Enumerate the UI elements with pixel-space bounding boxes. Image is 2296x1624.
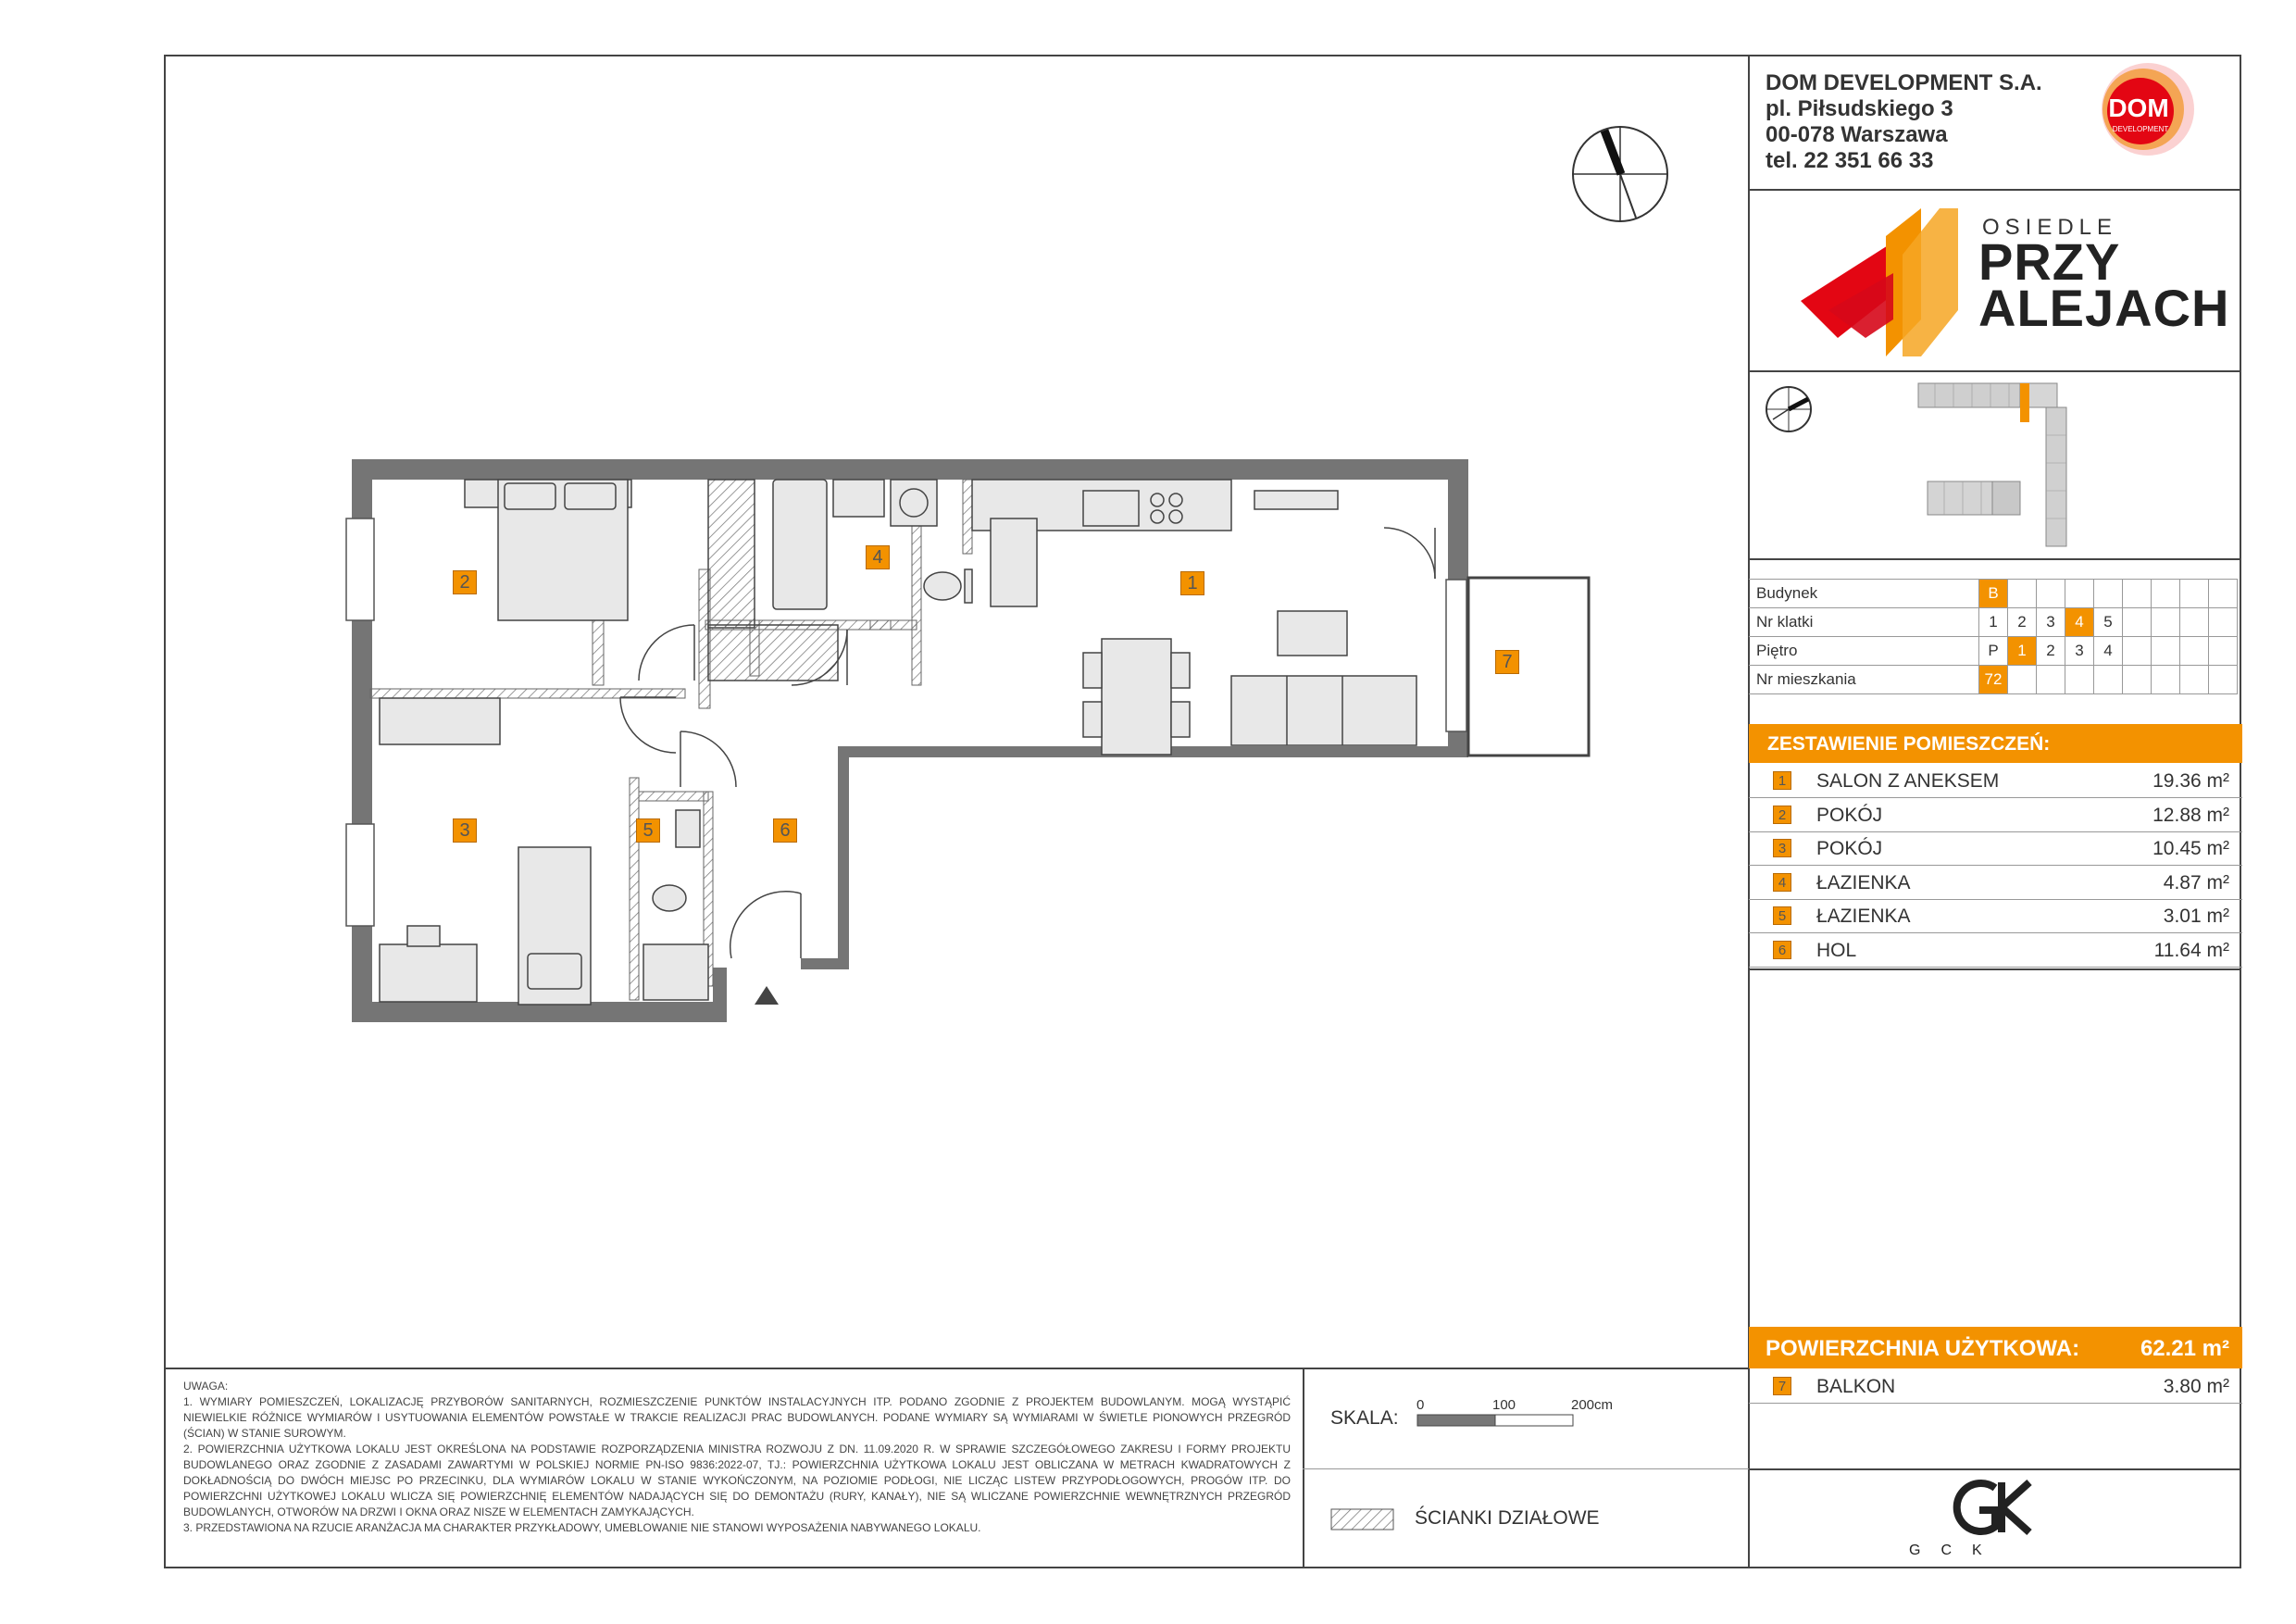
- info-cell: [2037, 666, 2065, 694]
- info-cell: [2180, 608, 2209, 637]
- dom-logo-text: DOM: [2108, 94, 2169, 122]
- info-cell: [2123, 608, 2152, 637]
- legend-label: ŚCIANKI DZIAŁOWE: [1415, 1507, 1600, 1529]
- notes: [183, 1379, 1291, 1536]
- total-area-bar: [1749, 1327, 2242, 1368]
- entrance-arrow-icon: [755, 986, 779, 1005]
- notes-item: 3. PRZEDSTAWIONA NA RZUCIE ARANŻACJA MA CHARAKTER PRZYKŁADOWY, UMEBLOWANIE NIE STANOWI WYPOSAŻENIA NABYWANEGO LOKALU.: [183, 1521, 981, 1534]
- company-divider: [1749, 189, 2241, 191]
- info-cell: [2065, 580, 2094, 608]
- info-cell: [2209, 580, 2238, 608]
- info-cell: 2: [2008, 608, 2037, 637]
- scale-tick-100: 100: [1492, 1397, 1516, 1413]
- info-cell: [2094, 666, 2123, 694]
- room-num: 3: [1773, 839, 1791, 857]
- apartment-info-table: [1749, 579, 2238, 694]
- info-cell: [2123, 580, 2152, 608]
- project-logo-line1: OSIEDLE: [1982, 215, 2118, 240]
- info-cell: [2008, 666, 2037, 694]
- rooms-bottom-divider: [1749, 968, 2241, 970]
- info-row-label: Nr mieszkania: [1749, 666, 1979, 694]
- info-cell: [2152, 608, 2180, 637]
- company-phone: tel. 22 351 66 33: [1766, 148, 1934, 173]
- info-cell: 4: [2065, 608, 2094, 637]
- room-row: [1749, 831, 2242, 866]
- info-row: [1749, 608, 2238, 637]
- info-row-label: Piętro: [1749, 637, 1979, 666]
- plan-label-6: 6: [773, 818, 797, 843]
- rooms-header-label: ZESTAWIENIE POMIESZCZEŃ:: [1767, 733, 2051, 755]
- legend-divider: [1303, 1468, 1749, 1469]
- info-cell: P: [1979, 637, 2008, 666]
- room-area: 11.64 m²: [2153, 939, 2229, 961]
- project-logo-line2: PRZY: [1978, 232, 2121, 291]
- info-cell: 1: [1979, 608, 2008, 637]
- info-row-label: Nr klatki: [1749, 608, 1979, 637]
- info-cell: [2152, 666, 2180, 694]
- project-logo-graphic: [1801, 199, 1986, 366]
- scale-tick-200: 200cm: [1571, 1397, 1614, 1413]
- room-row: [1749, 933, 2242, 968]
- room-name: POKÓJ: [1816, 804, 1883, 826]
- total-area-label: POWIERZCHNIA UŻYTKOWA:: [1766, 1336, 2080, 1361]
- company-city: 00-078 Warszawa: [1766, 122, 1948, 147]
- rooms-header: [1749, 724, 2242, 763]
- info-cell: [2180, 666, 2209, 694]
- room-num: 2: [1773, 806, 1791, 824]
- room-num: 4: [1773, 873, 1791, 892]
- room-num: 5: [1773, 906, 1791, 925]
- plan-label-4: 4: [866, 545, 890, 569]
- room-name: ŁAZIENKA: [1816, 906, 1911, 927]
- compass-icon: [1569, 123, 1671, 225]
- info-cell: 5: [2094, 608, 2123, 637]
- project-logo-line3: ALEJACH: [1978, 279, 2230, 337]
- info-row: [1749, 637, 2238, 666]
- dom-logo-subtext: DEVELOPMENT: [2112, 125, 2169, 133]
- notes-divider: [164, 1368, 1749, 1369]
- info-cell: [2152, 637, 2180, 666]
- gck-logo: [1944, 1475, 2046, 1540]
- scale-tick-0: 0: [1416, 1397, 1425, 1413]
- info-cell: [2008, 580, 2037, 608]
- info-cell: B: [1979, 580, 2008, 608]
- partition-legend-swatch: [1330, 1508, 1395, 1530]
- dom-development-logo: [2083, 63, 2213, 165]
- notes-title: UWAGA:: [183, 1380, 229, 1393]
- info-cell: 3: [2037, 608, 2065, 637]
- floor-plan: [343, 454, 1592, 1028]
- company-name: DOM DEVELOPMENT S.A.: [1766, 70, 2042, 95]
- room-row: [1749, 899, 2242, 933]
- gck-letters: GCK: [1909, 1543, 2003, 1558]
- room-area: 3.01 m²: [2163, 906, 2229, 927]
- info-cell: [2094, 580, 2123, 608]
- info-cell: [2037, 580, 2065, 608]
- balcony-area: 3.80 m²: [2163, 1376, 2229, 1397]
- info-cell: [2152, 580, 2180, 608]
- info-cell: 3: [2065, 637, 2094, 666]
- scale-label: SKALA:: [1330, 1407, 1399, 1429]
- room-row: [1749, 866, 2242, 900]
- room-area: 4.87 m²: [2163, 871, 2229, 893]
- room-num: 6: [1773, 941, 1791, 959]
- scale-bar: [1416, 1414, 1576, 1427]
- balcony-divider: [1749, 1468, 2241, 1470]
- logo-divider: [1749, 370, 2241, 372]
- compass-small-icon: [1764, 384, 1814, 434]
- room-area: 12.88 m²: [2152, 804, 2229, 826]
- plan-label-7: 7: [1495, 650, 1519, 674]
- room-name: POKÓJ: [1816, 838, 1883, 859]
- plan-label-3: 3: [453, 818, 477, 843]
- company-address: [1766, 70, 2042, 174]
- info-cell: 72: [1979, 666, 2008, 694]
- info-cell: [2180, 580, 2209, 608]
- balcony-num: 7: [1773, 1377, 1791, 1395]
- info-cell: [2180, 637, 2209, 666]
- notes-item: 1. WYMIARY POMIESZCZEŃ, LOKALIZACJĘ PRZYBORÓW SANITARNYCH, ROZMIESZCZENIE PUNKTÓW INSTALACYJNYCH ITP. PODANO ZGODNIE Z PROJEKTEM BUDOWLANYM. MOGĄ WYSTĄPIĆ NIEWIELKIE RÓŻNICE WYMIARÓW I USYTUOWANIA ELEMENTÓW POWSTAŁE W TRAKCIE REALIZACJI PRAC BUDOWLANYCH. PODANE WYMIARY SĄ WYMIARAMI W ŚWIETLE PIONOWYCH PRZEGRÓD (ŚCIAN) W STANIE SUROWYM.: [183, 1395, 1291, 1440]
- info-cell: 4: [2094, 637, 2123, 666]
- info-row-label: Budynek: [1749, 580, 1979, 608]
- info-row: [1749, 666, 2238, 694]
- balcony-name: BALKON: [1816, 1376, 1896, 1397]
- notes-item: 2. POWIERZCHNIA UŻYTKOWA LOKALU JEST OKREŚLONA NA PODSTAWIE ROZPORZĄDZENIA MINISTRA ROZWOJU Z DN. 11.09.2020 R. W SPRAWIE SZCZEGÓŁOWEGO ZAKRESU I FORMY PROJEKTU BUDOWLANEGO ORAZ ZGODNIE Z ZASADAMI ZAWARTYMI W POLSKIEJ NORMIE PN-ISO 9836:2022-07, TJ.: POWIERZCHNIA UŻYTKOWA LOKALU JEST OBLICZANA W METRACH KWADRATOWYCH Z DOKŁADNOŚCIĄ DO DWÓCH MIEJSC PO PRZECINKU, DLA WYMIARÓW LOKALU W STANIE WYKOŃCZONYM, NA POZIOMIE PODŁOGI, NIE LICZĄC LISTEW PRZYPODŁOGOWYCH, PROGÓW ITP. DO POWIERZCHNI UŻYTKOWEJ LOKALU WLICZA SIĘ POWIERZCHNIĘ ELEMENTÓW NADAJĄCYCH SIĘ DO DEMONTAŻU (RURY, KANAŁY), NIE SĄ WLICZANE POWIERZCHNIE WEWNĘTRZNYCH PRZEGRÓD BUDOWLANYCH, OTWORÓW NA DRZWI I OKNA ORAZ NISZE W ELEMENTACH ZAMYKAJĄCYCH.: [183, 1443, 1291, 1518]
- room-name: ŁAZIENKA: [1816, 871, 1911, 893]
- info-cell: [2123, 666, 2152, 694]
- room-num: 1: [1773, 771, 1791, 790]
- company-street: pl. Piłsudskiego 3: [1766, 96, 1953, 121]
- building-key-plan: [1916, 380, 2092, 556]
- room-area: 19.36 m²: [2152, 770, 2229, 792]
- info-cell: [2123, 637, 2152, 666]
- room-name: SALON Z ANEKSEM: [1816, 770, 2000, 792]
- info-cell: [2209, 637, 2238, 666]
- room-area: 10.45 m²: [2152, 838, 2229, 859]
- room-name: HOL: [1816, 939, 1857, 961]
- plan-label-2: 2: [453, 570, 477, 594]
- balcony-row: [1749, 1369, 2242, 1404]
- info-cell: [2209, 666, 2238, 694]
- room-row: [1749, 798, 2242, 832]
- info-cell: 2: [2037, 637, 2065, 666]
- info-cell: 1: [2008, 637, 2037, 666]
- info-row: [1749, 580, 2238, 608]
- info-cell: [2065, 666, 2094, 694]
- plan-label-1: 1: [1180, 571, 1204, 595]
- info-cell: [2209, 608, 2238, 637]
- plan-label-5: 5: [636, 818, 660, 843]
- keyplan-divider: [1749, 558, 2241, 560]
- room-row: [1749, 764, 2242, 798]
- total-area-value: 62.21 m²: [2140, 1336, 2229, 1361]
